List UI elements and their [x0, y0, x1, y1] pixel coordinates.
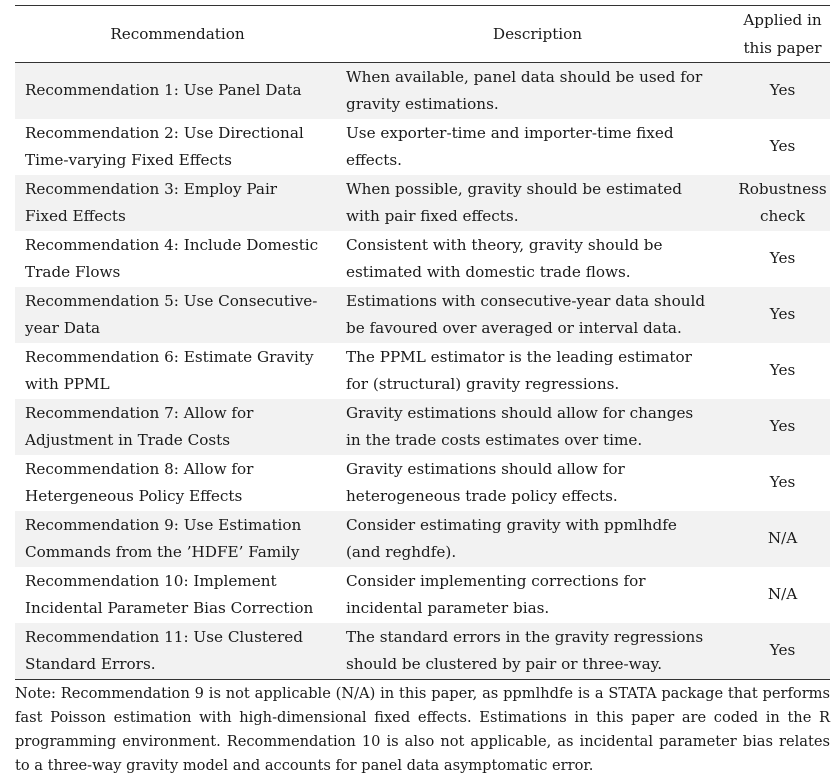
- recommendation-cell-line: Standard Errors.: [25, 655, 156, 673]
- table-row: [15, 399, 830, 455]
- description-cell-line: The PPML estimator is the leading estimator: [346, 347, 692, 366]
- recommendations-table: [15, 5, 830, 680]
- description-cell-line: gravity estimations.: [346, 95, 499, 113]
- applied-cell-line: Yes: [769, 137, 796, 156]
- recommendation-cell: [15, 511, 340, 567]
- recommendation-cell: [15, 231, 340, 287]
- applied-cell: [735, 623, 830, 680]
- header-applied-line1: Applied in: [743, 11, 822, 29]
- applied-cell-line: Yes: [769, 305, 796, 324]
- description-cell-line: incidental parameter bias.: [346, 599, 550, 617]
- table-row: [15, 63, 830, 120]
- table-row: [15, 343, 830, 399]
- description-cell-line: Gravity estimations should allow for changes: [346, 403, 694, 422]
- recommendation-cell-line: Commands from the ’HDFE’ Family: [25, 543, 300, 561]
- description-cell: [340, 287, 735, 343]
- header-applied: [735, 6, 830, 63]
- applied-cell-line: Yes: [769, 249, 796, 268]
- applied-cell-line: N/A: [767, 585, 798, 604]
- table-row: [15, 231, 830, 287]
- description-cell: [340, 175, 735, 231]
- description-cell-line: Estimations with consecutive-year data should: [346, 291, 706, 310]
- applied-cell: [735, 343, 830, 399]
- table-row: [15, 455, 830, 511]
- applied-cell: [735, 567, 830, 623]
- recommendation-cell-line: Recommendation 6: Estimate Gravity: [25, 347, 314, 366]
- applied-cell: [735, 455, 830, 511]
- table-row: [15, 287, 830, 343]
- description-cell-line: should be clustered by pair or three-way.: [346, 655, 663, 673]
- applied-cell-line: Yes: [769, 361, 796, 380]
- applied-cell: [735, 511, 830, 567]
- recommendations-table-container: [15, 5, 830, 778]
- description-cell-line: When available, panel data should be used for: [346, 67, 703, 86]
- description-cell-line: The standard errors in the gravity regressions: [346, 627, 704, 646]
- applied-cell-line: Yes: [769, 81, 796, 100]
- recommendation-cell-line: Recommendation 4: Include Domestic: [25, 235, 319, 254]
- applied-cell-line: Yes: [769, 641, 796, 660]
- description-cell-line: estimated with domestic trade flows.: [346, 263, 631, 281]
- description-cell: [340, 63, 735, 120]
- table-header: [15, 6, 830, 63]
- recommendation-cell-line: Recommendation 1: Use Panel Data: [25, 81, 302, 100]
- description-cell: [340, 623, 735, 680]
- recommendation-cell-line: Incidental Parameter Bias Correction: [25, 599, 314, 617]
- description-cell: [340, 119, 735, 175]
- recommendation-cell: [15, 623, 340, 680]
- recommendation-cell: [15, 119, 340, 175]
- recommendation-cell-line: with PPML: [25, 375, 110, 393]
- applied-cell: [735, 231, 830, 287]
- table-row: [15, 623, 830, 680]
- recommendation-cell: [15, 63, 340, 120]
- applied-cell-line: Robustness: [738, 179, 827, 198]
- applied-cell: [735, 399, 830, 455]
- description-cell-line: Gravity estimations should allow for: [346, 459, 625, 478]
- recommendation-cell-line: Fixed Effects: [25, 207, 126, 225]
- description-cell-line: When possible, gravity should be estimated: [346, 179, 682, 198]
- recommendation-cell-line: Recommendation 2: Use Directional: [25, 123, 304, 142]
- description-cell-line: heterogeneous trade policy effects.: [346, 487, 618, 505]
- table-row: [15, 567, 830, 623]
- recommendation-cell-line: Trade Flows: [25, 263, 121, 281]
- applied-cell-line: Yes: [769, 473, 796, 492]
- recommendation-cell-line: Recommendation 5: Use Consecutive-: [25, 291, 318, 310]
- description-cell-line: Use exporter-time and importer-time fixed: [346, 123, 674, 142]
- recommendation-cell-line: Recommendation 7: Allow for: [25, 403, 254, 422]
- table-row: [15, 119, 830, 175]
- description-cell-line: for (structural) gravity regressions.: [346, 375, 620, 393]
- table-row: [15, 511, 830, 567]
- recommendation-cell-line: Recommendation 3: Employ Pair: [25, 179, 278, 198]
- description-cell: [340, 343, 735, 399]
- recommendation-cell-line: Recommendation 9: Use Estimation: [25, 515, 302, 534]
- table-body: [15, 63, 830, 680]
- recommendation-cell: [15, 567, 340, 623]
- table-row: [15, 175, 830, 231]
- recommendation-cell-line: Time-varying Fixed Effects: [25, 151, 232, 169]
- applied-cell: [735, 287, 830, 343]
- description-cell-line: with pair fixed effects.: [346, 207, 519, 225]
- applied-cell: [735, 119, 830, 175]
- recommendation-cell: [15, 455, 340, 511]
- recommendation-cell-line: Recommendation 11: Use Clustered: [25, 627, 303, 646]
- description-cell-line: in the trade costs estimates over time.: [346, 431, 643, 449]
- applied-cell: [735, 63, 830, 120]
- header-row: [15, 6, 830, 63]
- description-cell-line: Consider estimating gravity with ppmlhdfe: [346, 515, 677, 534]
- applied-cell: [735, 175, 830, 231]
- recommendation-cell-line: Recommendation 8: Allow for: [25, 459, 254, 478]
- recommendation-cell-line: Recommendation 10: Implement: [25, 571, 277, 590]
- description-cell: [340, 455, 735, 511]
- header-recommendation: Recommendation: [110, 25, 245, 43]
- description-cell: [340, 231, 735, 287]
- header-description: Description: [492, 25, 583, 43]
- description-cell-line: Consider implementing corrections for: [346, 571, 646, 590]
- recommendation-cell-line: Hetergeneous Policy Effects: [25, 487, 243, 505]
- header-applied-line2: this paper: [743, 39, 822, 57]
- recommendation-cell-line: Adjustment in Trade Costs: [25, 431, 231, 449]
- description-cell: [340, 399, 735, 455]
- description-cell-line: (and reghdfe).: [346, 543, 457, 561]
- table-note: Note: Recommendation 9 is not applicable (N/A) in this paper, as ppmlhdfe is a STATA package that performs fast Poisson estimation with high-dimensional fixed effects. Estimations in this paper are coded in the R programming environment. Recommendation 10 is also not applicable, as incidental parameter bias relates to a three-way gravity model and accounts for panel data asymptomatic error.: [15, 685, 830, 774]
- recommendation-cell-line: year Data: [25, 319, 101, 337]
- description-cell: [340, 511, 735, 567]
- applied-cell-line: Yes: [769, 417, 796, 436]
- description-cell: [340, 567, 735, 623]
- description-cell-line: Consistent with theory, gravity should be: [346, 235, 663, 254]
- recommendation-cell: [15, 287, 340, 343]
- recommendation-cell: [15, 175, 340, 231]
- applied-cell-line: check: [760, 207, 805, 225]
- recommendation-cell: [15, 399, 340, 455]
- description-cell-line: effects.: [346, 151, 402, 169]
- description-cell-line: be favoured over averaged or interval data.: [346, 319, 682, 337]
- recommendation-cell: [15, 343, 340, 399]
- applied-cell-line: N/A: [767, 529, 798, 548]
